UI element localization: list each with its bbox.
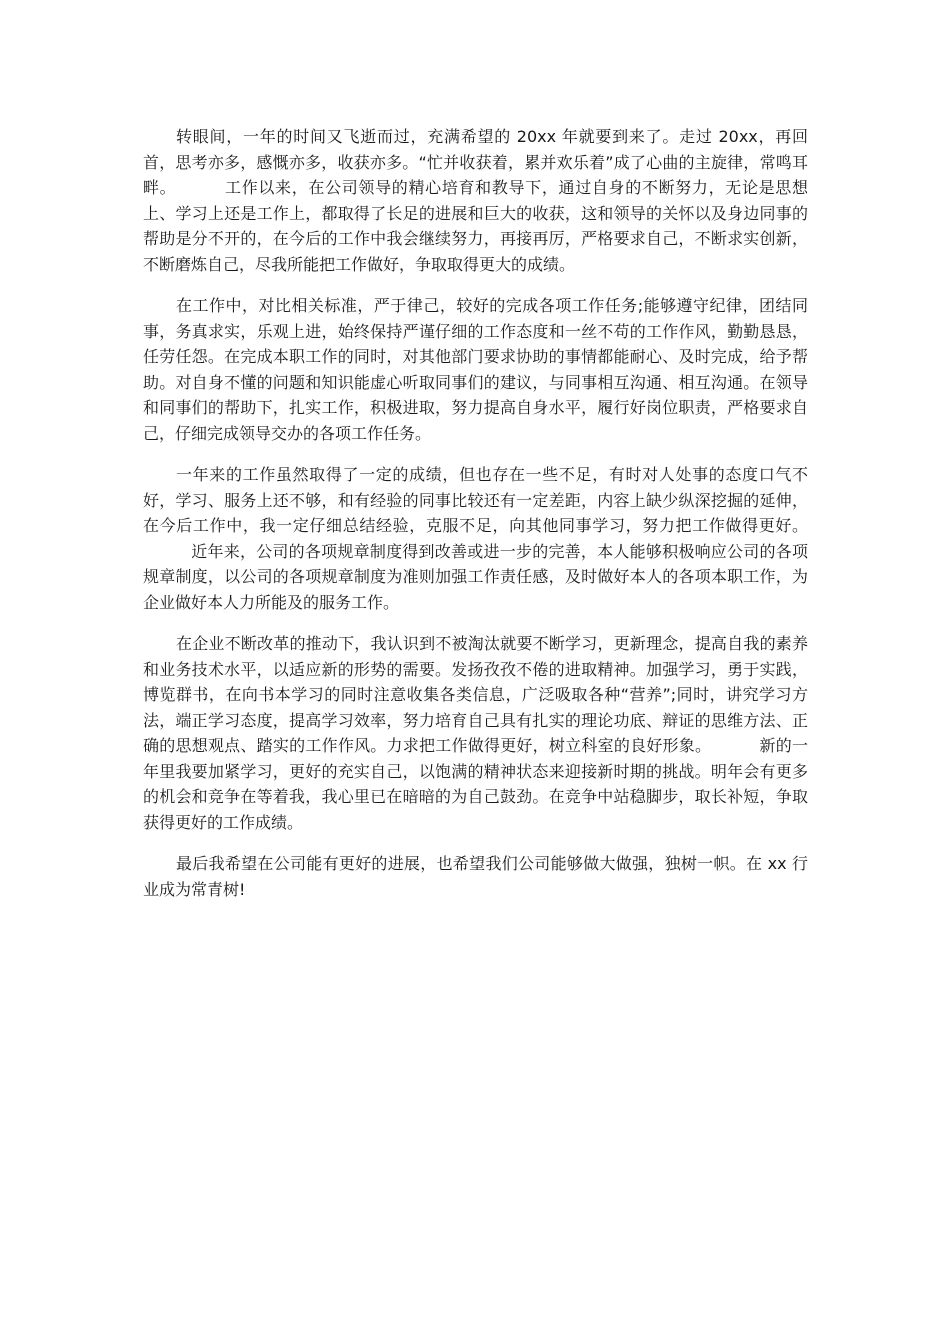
- paragraph-3-text: 一年来的工作虽然取得了一定的成绩，但也存在一些不足，有时对人处事的态度口气不好，学习、服务上还不够，和有经验的同事比较还有一定差距，内容上缺少纵深挖掘的延伸，在今后工作中，我一定仔细总结经验，克服不足，向其他同事学习，努力把工作做得更好。: [143, 465, 808, 535]
- paragraph-4-text: 在企业不断改革的推动下，我认识到不被淘汰就要不断学习，更新理念，提高自我的素养和业务技术水平，以适应新的形势的需要。发扬孜孜不倦的进取精神。加强学习，勇于实践，博览群书，在向书本学习的同时注意收集各类信息，广泛吸取各种“营养”;同时，讲究学习方法，端正学习态度，提高学习效率，努力培育自己具有扎实的理论功底、辩证的思维方法、正确的思想观点、踏实的工作作风。力求把工作做得更好，树立科室的良好形象。: [143, 634, 808, 755]
- paragraph-2-text: 在工作中，对比相关标准，严于律己，较好的完成各项工作任务;能够遵守纪律，团结同事，务真求实，乐观上进，始终保持严谨仔细的工作态度和一丝不苟的工作作风，勤勤恳恳，任劳任怨。在完成本职工作的同时，对其他部门要求协助的事情都能耐心、及时完成，给予帮助。对自身不懂的问题和知识能虚心听取同事们的建议，与同事相互沟通、相互沟通。在领导和同事们的帮助下，扎实工作，积极进取，努力提高自身水平，履行好岗位职责，严格要求自己，仔细完成领导交办的各项工作任务。: [143, 296, 808, 443]
- paragraph-4-continued-text: 新的一年里我要加紧学习，更好的充实自己，以饱满的精神状态来迎接新时期的挑战。明年会有更多的机会和竞争在等着我，我心里已在暗暗的为自己鼓劲。在竞争中站稳脚步，取长补短，争取获得更好的工作成绩。: [143, 736, 808, 832]
- paragraph-1-text: 转眼间，一年的时间又飞逝而过，充满希望的 20xx 年就要到来了。走过 20xx，再回首，思考亦多，感慨亦多，收获亦多。“忙并收获着，累并欢乐着”成了心曲的主旋律，常鸣耳畔。: [143, 127, 808, 197]
- paragraph-3: [143, 462, 808, 615]
- paragraph-2: [143, 293, 808, 446]
- paragraph-5-text: 最后我希望在公司能有更好的进展，也希望我们公司能够做大做强，独树一帜。在 xx 行业成为常青树!: [143, 854, 808, 899]
- paragraph-5: [143, 851, 808, 902]
- paragraph-4: [143, 631, 808, 835]
- paragraph-3-continued-text: 近年来，公司的各项规章制度得到改善或进一步的完善，本人能够积极响应公司的各项规章制度，以公司的各项规章制度为准则加强工作责任感，及时做好本人的各项本职工作，为企业做好本人力所能及的服务工作。: [143, 541, 808, 612]
- paragraph-1: [143, 124, 808, 277]
- paragraph-1-continued-text: 工作以来，在公司领导的精心培育和教导下，通过自身的不断努力，无论是思想上、学习上还是工作上，都取得了长足的进展和巨大的收获，这和领导的关怀以及身边同事的帮助是分不开的，在今后的工作中我会继续努力，再接再厉，严格要求自己，不断求实创新，不断磨炼自己，尽我所能把工作做好，争取取得更大的成绩。: [143, 178, 808, 274]
- document-body: [143, 124, 808, 918]
